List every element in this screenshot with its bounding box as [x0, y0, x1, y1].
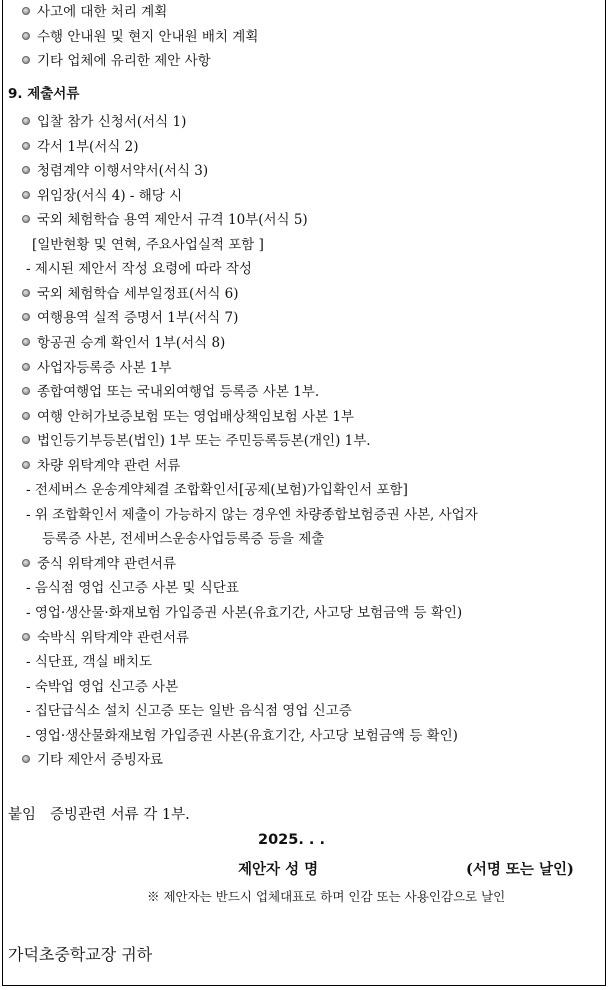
bullet-icon	[22, 117, 30, 125]
list-item	[22, 358, 172, 378]
list-item	[22, 2, 167, 22]
item-text: - 영업·생산물화재보험 가입증권 사본(유효기간, 사고당 보험금액 등 확인)	[26, 727, 458, 744]
sub-item	[26, 480, 408, 500]
bullet-icon	[22, 191, 30, 199]
item-text: 국외 체험학습 세부일정표(서식 6)	[37, 285, 239, 302]
item-text: 국외 체험학습 용역 제안서 규격 10부(서식 5)	[37, 212, 308, 229]
item-text: 중식 위탁계약 관련서류	[37, 555, 176, 572]
attachment-label: 붙임	[8, 807, 37, 823]
bullet-icon	[22, 166, 30, 174]
item-text: 여행용역 실적 증명서 1부(서식 7)	[37, 310, 239, 327]
item-text: 수행 안내원 및 현지 안내원 배치 계획	[37, 28, 259, 45]
item-text: 법인등기부등본(법인) 1부 또는 주민등록등본(개인) 1부.	[37, 433, 371, 450]
list-item	[22, 112, 186, 132]
sub-item	[26, 652, 152, 672]
proposer-name-label: 제안자 성 명	[238, 861, 319, 878]
item-text: 등록증 사본, 전세버스운송사업등록증 등을 제출	[42, 531, 325, 548]
list-item	[22, 51, 211, 71]
bullet-icon	[22, 633, 30, 641]
bullet-icon	[22, 142, 30, 150]
seal-note: ※ 제안자는 반드시 업체대표로 하며 인감 또는 사용인감으로 날인	[147, 889, 506, 904]
list-item-detail	[32, 235, 264, 255]
list-item	[22, 161, 208, 181]
item-text: - 식단표, 객실 배치도	[26, 654, 153, 671]
item-text: - 숙박업 영업 신고증 사본	[26, 678, 179, 695]
bullet-icon	[22, 338, 30, 346]
item-text: 차량 위탁계약 관련 서류	[37, 457, 181, 474]
sub-item	[26, 603, 462, 623]
list-item	[22, 456, 180, 476]
sub-item	[26, 701, 352, 721]
sub-item	[26, 726, 458, 746]
list-item	[22, 137, 139, 157]
bullet-icon	[22, 755, 30, 763]
list-item	[22, 308, 238, 328]
item-text: 종합여행업 또는 국내외여행업 등록증 사본 1부.	[37, 384, 320, 401]
bullet-icon	[22, 559, 30, 567]
item-text: 항공권 승계 확인서 1부(서식 8)	[37, 334, 226, 351]
item-text: - 위 조합확인서 제출이 가능하지 않는 경우엔 차량종합보험증권 사본, 사업자	[26, 506, 478, 523]
item-text: 청렴계약 이행서약서(서식 3)	[37, 163, 209, 180]
list-item-detail	[42, 529, 324, 549]
item-text: - 제시된 제안서 작성 요령에 따라 작성	[26, 261, 252, 278]
item-text: 사고에 대한 처리 계획	[37, 4, 168, 20]
item-text: 위임장(서식 4) - 해당 시	[37, 187, 183, 204]
bullet-icon	[22, 7, 30, 15]
list-item	[22, 333, 225, 353]
attachment-line	[8, 803, 190, 824]
sub-item	[26, 677, 178, 697]
signature-hint: (서명 또는 날인)	[466, 861, 574, 878]
item-text: 기타 업체에 유리한 제안 사항	[37, 53, 211, 69]
list-item	[22, 27, 258, 47]
sub-item	[26, 505, 478, 525]
bullet-icon	[22, 56, 30, 64]
bullet-icon	[22, 313, 30, 321]
list-item	[22, 382, 319, 402]
list-item	[22, 284, 239, 304]
item-text: 기타 제안서 증빙자료	[37, 752, 163, 769]
list-item	[22, 554, 176, 574]
bullet-icon	[22, 289, 30, 297]
list-item	[22, 210, 308, 230]
list-item	[22, 407, 354, 427]
item-text: 여행 안허가보증보험 또는 영업배상책임보험 사본 1부	[37, 408, 354, 425]
item-text: - 전세버스 운송계약체결 조합확인서[공제(보험)가입확인서 포함]	[26, 482, 408, 499]
date-line: 2025. . .	[258, 832, 325, 848]
bullet-icon	[22, 461, 30, 469]
bullet-icon	[22, 436, 30, 444]
section-heading: 9. 제출서류	[8, 86, 80, 102]
list-item	[22, 628, 189, 648]
bullet-icon	[22, 412, 30, 420]
attachment-text: 증빙관련 서류 각 1부.	[50, 807, 190, 823]
bullet-icon	[22, 215, 30, 223]
item-text: 사업자등록증 사본 1부	[37, 359, 172, 376]
sub-item	[26, 259, 252, 279]
bullet-icon	[22, 32, 30, 40]
item-text: 각서 1부(서식 2)	[37, 138, 139, 155]
list-item	[22, 750, 163, 770]
item-text: - 영업·생산물·화재보험 가입증권 사본(유효기간, 사고당 보험금액 등 확인)	[26, 605, 463, 621]
item-text: - 음식점 영업 신고증 사본 및 식단표	[26, 580, 239, 597]
list-item	[22, 431, 371, 451]
addressee: 가덕초중학교장 귀하	[8, 945, 153, 964]
list-item	[22, 186, 182, 206]
item-text: [일반현황 및 연혁, 주요사업실적 포함 ]	[32, 236, 264, 253]
item-text: 입찰 참가 신청서(서식 1)	[37, 114, 187, 130]
sub-item	[26, 578, 239, 598]
item-text: 숙박식 위탁계약 관련서류	[37, 629, 190, 646]
bullet-icon	[22, 363, 30, 371]
bullet-icon	[22, 387, 30, 395]
item-text: - 집단급식소 설치 신고증 또는 일반 음식점 영업 신고증	[26, 703, 352, 720]
